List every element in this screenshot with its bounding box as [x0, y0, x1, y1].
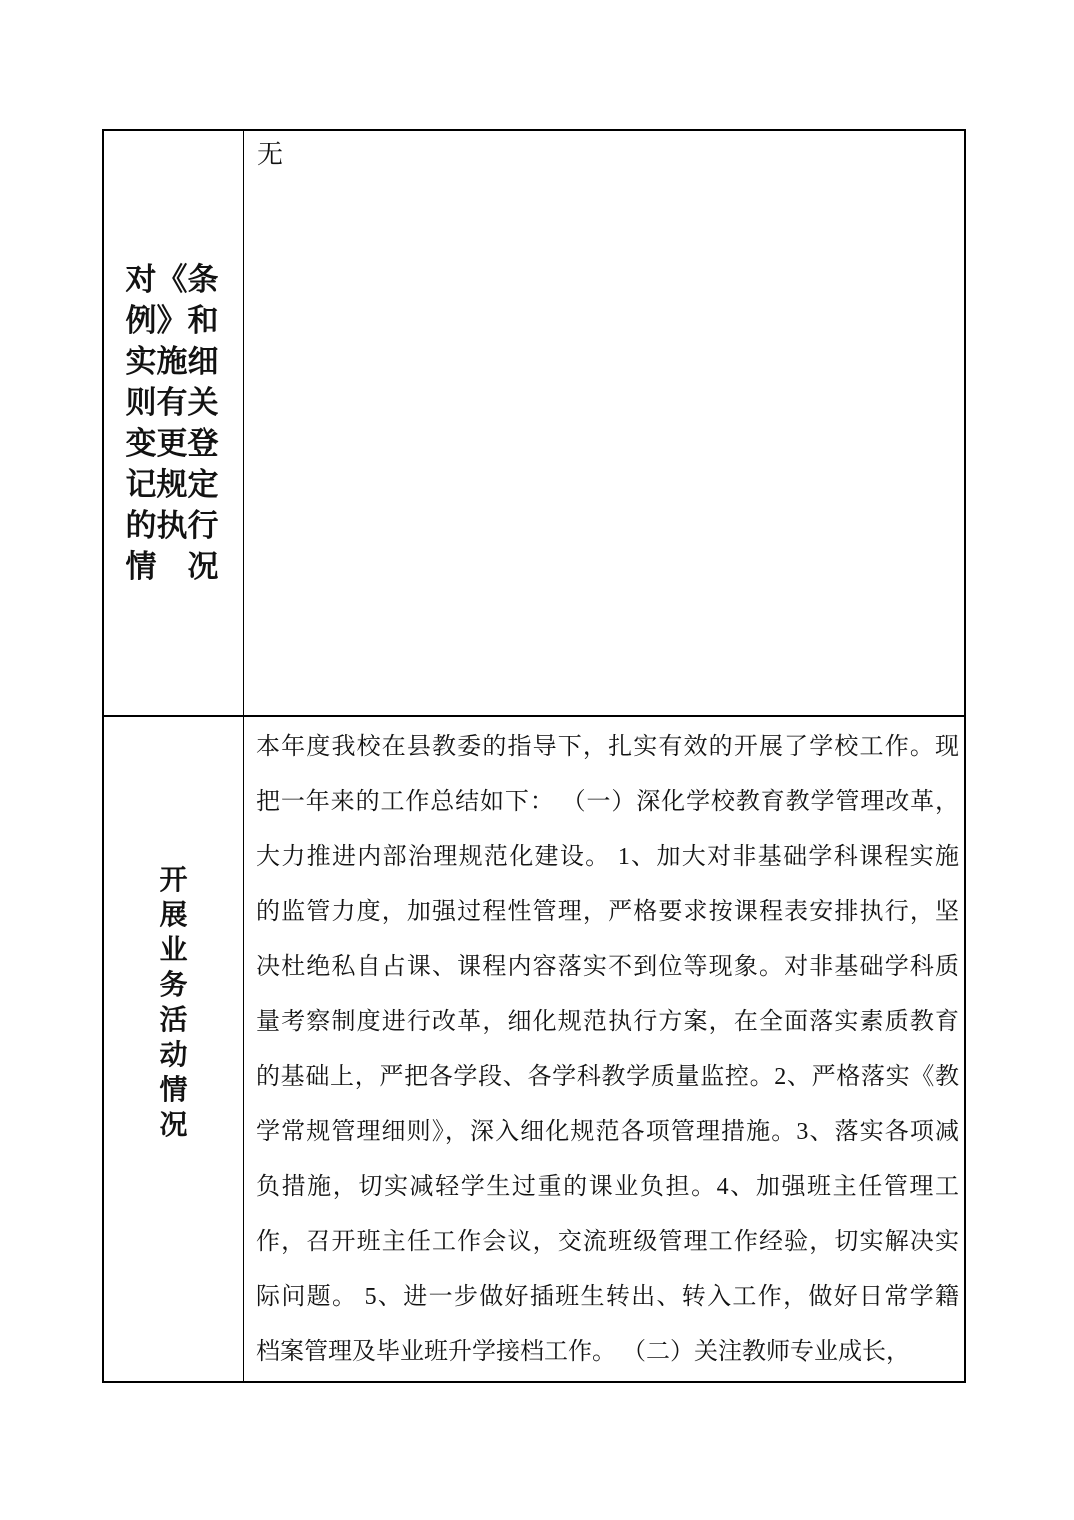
report-text-line: 负措施，切实减轻学生过重的课业负担。4、加强班主任管理工	[256, 1174, 959, 1200]
label-char: 开	[159, 865, 188, 896]
report-text-line: 际问题。 5、进一步做好插班生转出、转入工作，做好日常学籍	[256, 1284, 959, 1310]
label-line: 实施细	[125, 344, 219, 379]
label-line: 情 况	[125, 549, 219, 584]
label-line: 则有关	[125, 385, 219, 420]
report-text-line: 决杜绝私自占课、课程内容落实不到位等现象。对非基础学科质	[256, 954, 959, 980]
row-change-registration-content	[244, 131, 964, 715]
label-line: 记规定	[125, 467, 219, 502]
row-business-activities	[104, 717, 964, 1381]
label-line: 对《条	[125, 262, 219, 297]
label-char: 活	[159, 1005, 188, 1036]
none-value-text: 无	[257, 140, 284, 169]
label-char: 务	[159, 970, 188, 1001]
report-text-line: 本年度我校在县教委的指导下，扎实有效的开展了学校工作。现	[256, 734, 959, 760]
row-business-activities-label	[159, 717, 187, 1143]
report-text-line: 量考察制度进行改革，细化规范执行方案，在全面落实素质教育	[256, 1009, 959, 1035]
label-line: 变更登	[125, 426, 219, 461]
label-char: 展	[159, 900, 188, 931]
row-change-registration	[104, 131, 964, 717]
report-text-line: 的监管力度，加强过程性管理，严格要求按课程表安排执行，坚	[256, 899, 959, 925]
row-business-activities-content	[244, 717, 964, 1381]
label-char: 动	[159, 1040, 188, 1071]
label-char: 况	[159, 1110, 188, 1141]
report-text-line: 档案管理及毕业班升学接档工作。 （二）关注教师专业成长，	[256, 1339, 910, 1365]
label-line: 例》和	[125, 303, 219, 338]
label-line: 的执行	[125, 508, 219, 543]
report-text-line: 把一年来的工作总结如下： （一）深化学校教育教学管理改革，	[256, 789, 959, 815]
report-text-line: 作，召开班主任工作会议，交流班级管理工作经验，切实解决实	[256, 1229, 959, 1255]
report-text-line: 的基础上，严把各学段、各学科教学质量监控。2、严格落实《教	[256, 1064, 959, 1090]
row-business-activities-label-cell	[104, 717, 244, 1381]
report-text-line: 大力推进内部治理规范化建设。 1、加大对非基础学科课程实施	[256, 844, 959, 870]
label-char: 情	[159, 1075, 188, 1106]
report-text-line: 学常规管理细则》，深入细化规范各项管理措施。3、落实各项减	[256, 1119, 959, 1145]
form-table	[102, 129, 966, 1383]
row-change-registration-label-cell	[104, 131, 244, 715]
row-change-registration-label	[126, 259, 222, 587]
label-char: 业	[159, 935, 188, 966]
